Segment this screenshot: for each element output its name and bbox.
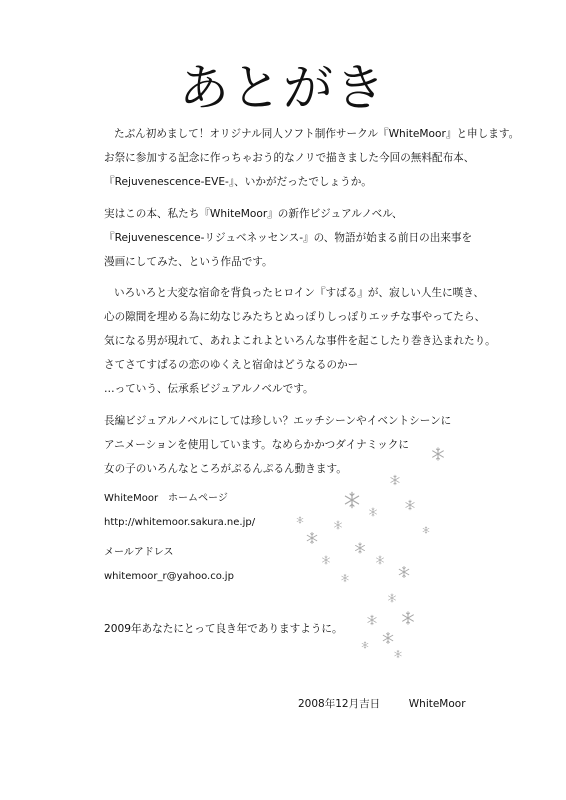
mail-address-link[interactable]: whitemoor_r@yahoo.co.jp <box>104 571 234 582</box>
paragraph-3-line-4: さてさてすばるの恋のゆくえと宿命はどうなるのかー <box>104 359 359 371</box>
homepage-url-link[interactable]: http://whitemoor.sakura.ne.jp/ <box>104 517 256 528</box>
paragraph-1-line-1: たぶん初めまして！オリジナル同人ソフト制作サークル『WhiteMoor』と申します。 <box>114 128 520 140</box>
paragraph-4-line-3: 女の子のいろんなところがぷるんぷるん動きます。 <box>104 463 347 475</box>
paragraph-1-line-3: 『Rejuvenescence-EVE-』、いかがだったでしょうか。 <box>104 176 372 188</box>
paragraph-2-line-3: 漫画にしてみた、という作品です。 <box>104 256 273 268</box>
paragraph-2-line-1: 実はこの本、私たち『WhiteMoor』の新作ビジュアルノベル、 <box>104 208 403 220</box>
paragraph-1-line-2: お祭に参加する記念に作っちゃおう的なノリで描きました今回の無料配布本、 <box>104 152 475 164</box>
new-year-greeting: 2009年あなたにとって良き年でありますように。 <box>104 623 343 635</box>
page-title: あとがき <box>179 59 387 117</box>
paragraph-3-line-1: いろいろと大変な宿命を背負ったヒロイン『すばる』が、寂しい人生に嘆き、 <box>114 287 485 299</box>
footer-signature <box>298 697 466 711</box>
paragraph-3-line-5: …っていう、伝承系ビジュアルノベルです。 <box>104 383 314 395</box>
homepage-label: WhiteMoor ホームページ <box>104 493 228 504</box>
paragraph-4-line-2: アニメーションを使用しています。なめらかかつダイナミックに <box>104 439 409 451</box>
mail-label: メールアドレス <box>104 547 174 558</box>
paragraph-3-line-2: 心の隙間を埋める為に幼なじみたちとぬっぽりしっぽりエッチな事やってたら、 <box>104 311 486 323</box>
date-text: 2008年12月吉日 <box>298 698 381 710</box>
paragraph-2-line-2: 『Rejuvenescence-リジュベネッセンス-』の、物語が始まる前日の出来事を <box>104 232 473 244</box>
circle-name: WhiteMoor <box>408 698 466 710</box>
paragraph-4-line-1: 長編ビジュアルノベルにしては珍しい？エッチシーンやイベントシーンに <box>104 415 452 427</box>
paragraph-3-line-3: 気になる男が現れて、あれよこれよといろんな事件を起こしたり巻き込まれたり。 <box>104 335 496 347</box>
